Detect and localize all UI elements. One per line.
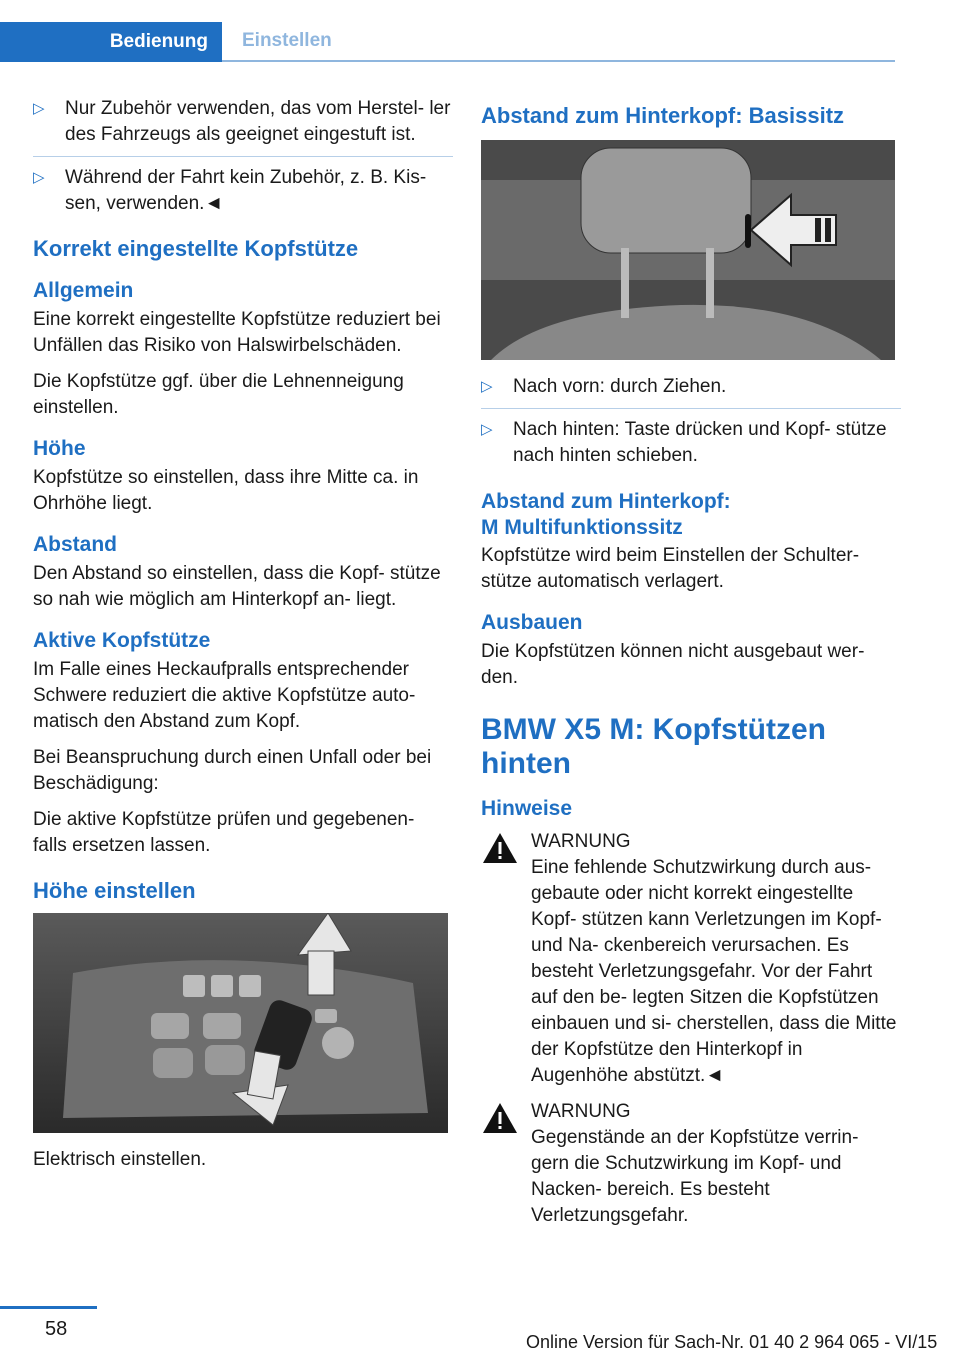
list-item-text: Nur Zubehör verwenden, das vom Herstel‐ ler des Fahrzeugs als geeignet eingestuft ist. [65, 98, 451, 145]
paragraph: Kopfstütze wird beim Einstellen der Schulter‐ stütze automatisch verlagert. [481, 545, 860, 592]
triangle-bullet-icon: ▷ [33, 100, 45, 117]
heading-basissitz: Abstand zum Hinterkopf: Basissitz [481, 103, 845, 128]
footer-divider [0, 1306, 97, 1309]
seat-controls-image [33, 913, 448, 1133]
paragraph: Die Kopfstütze ggf. über die Lehnenneigung einstellen. [33, 371, 404, 418]
heading-multifunktionssitz [481, 489, 901, 541]
divider [33, 156, 453, 157]
heading-line: M Multifunktionssitz [481, 516, 683, 539]
footer-version-text: Online Version für Sach-Nr. 01 40 2 964 065 - VI/15 [526, 1332, 938, 1352]
warning-text: Eine fehlende Schutzwirkung durch aus‐ gebaute oder nicht korrekt eingestellte Kopf‐ stützen kann Verletzungen im Kopf- und Na‐ ckenbereich verursachen. Es besteht Verletzungsgefahr. Vor der Fahrt auf den be‐ legten Sitzen die Kopfstützen einbauen und si‐ cherstellen, dass die Mitte der Kopfstütze den Hinterkopf in Augenhöhe abstützt.◄ [531, 857, 897, 1086]
warning-block [481, 1099, 901, 1229]
list-item-text: Während der Fahrt kein Zubehör, z. B. Kis‐ sen, verwenden.◄ [65, 167, 427, 214]
paragraph: Im Falle eines Heckaufpralls entsprechender Schwere reduziert die aktive Kopfstütze auto‐ matisch den Abstand zum Kopf. [33, 659, 416, 732]
heading-hoehe: Höhe [33, 437, 86, 460]
warning-text: Gegenstände an der Kopfstütze verrin‐ gern die Schutzwirkung im Kopf- und Nacken‐ bereich. Es besteht Verletzungsgefahr. [531, 1127, 859, 1226]
heading-line: Abstand zum Hinterkopf: [481, 490, 731, 513]
list-item [481, 374, 901, 400]
paragraph: Die Kopfstützen können nicht ausgebaut wer‐ den. [481, 641, 865, 688]
heading-aktive: Aktive Kopfstütze [33, 629, 211, 652]
page-number: 58 [45, 1318, 68, 1340]
divider [481, 408, 901, 409]
image-caption: Elektrisch einstellen. [33, 1149, 207, 1170]
list-item [481, 417, 901, 469]
tab-bedienung[interactable]: Bedienung [0, 22, 222, 62]
heading-allgemein: Allgemein [33, 279, 134, 302]
heading-hoehe-einstellen: Höhe einstellen [33, 878, 196, 903]
heading-bmw-x5 [481, 713, 901, 781]
triangle-bullet-icon: ▷ [481, 421, 493, 438]
warning-title: WARNUNG [531, 831, 631, 852]
list-item [33, 96, 453, 148]
list-item-text: Nach vorn: durch Ziehen. [513, 376, 727, 397]
list-item-text: Nach hinten: Taste drücken und Kopf‐ stütze nach hinten schieben. [513, 419, 887, 466]
heading-abstand: Abstand [33, 533, 117, 556]
seat-controls-illustration [33, 913, 448, 1133]
warning-icon [481, 1101, 519, 1135]
warning-title: WARNUNG [531, 1101, 631, 1122]
heading-ausbauen: Ausbauen [481, 611, 583, 634]
right-column [481, 96, 901, 1239]
list-item [33, 165, 453, 217]
heading-line: hinten [481, 747, 571, 780]
headrest-illustration [481, 140, 895, 360]
triangle-bullet-icon: ▷ [481, 378, 493, 395]
headrest-image [481, 140, 895, 360]
tab-einstellen[interactable]: Einstellen [222, 22, 895, 62]
paragraph: Die aktive Kopfstütze prüfen und gegebenen‐ falls ersetzen lassen. [33, 809, 415, 856]
page-header [0, 0, 895, 62]
warning-icon [481, 831, 519, 865]
heading-korrekt: Korrekt eingestellte Kopfstütze [33, 236, 359, 261]
paragraph: Bei Beanspruchung durch einen Unfall oder bei Beschädigung: [33, 747, 432, 794]
left-column [33, 96, 453, 1183]
warning-block [481, 829, 901, 1089]
heading-hinweise: Hinweise [481, 797, 573, 820]
paragraph: Eine korrekt eingestellte Kopfstütze reduziert bei Unfällen das Risiko von Halswirbelschäden. [33, 309, 441, 356]
paragraph: Den Abstand so einstellen, dass die Kopf‐ stütze so nah wie möglich am Hinterkopf an‐ liegt. [33, 563, 441, 610]
paragraph: Kopfstütze so einstellen, dass ihre Mitte ca. in Ohrhöhe liegt. [33, 467, 419, 514]
heading-line: BMW X5 M: Kopfstützen [481, 713, 826, 746]
triangle-bullet-icon: ▷ [33, 169, 45, 186]
